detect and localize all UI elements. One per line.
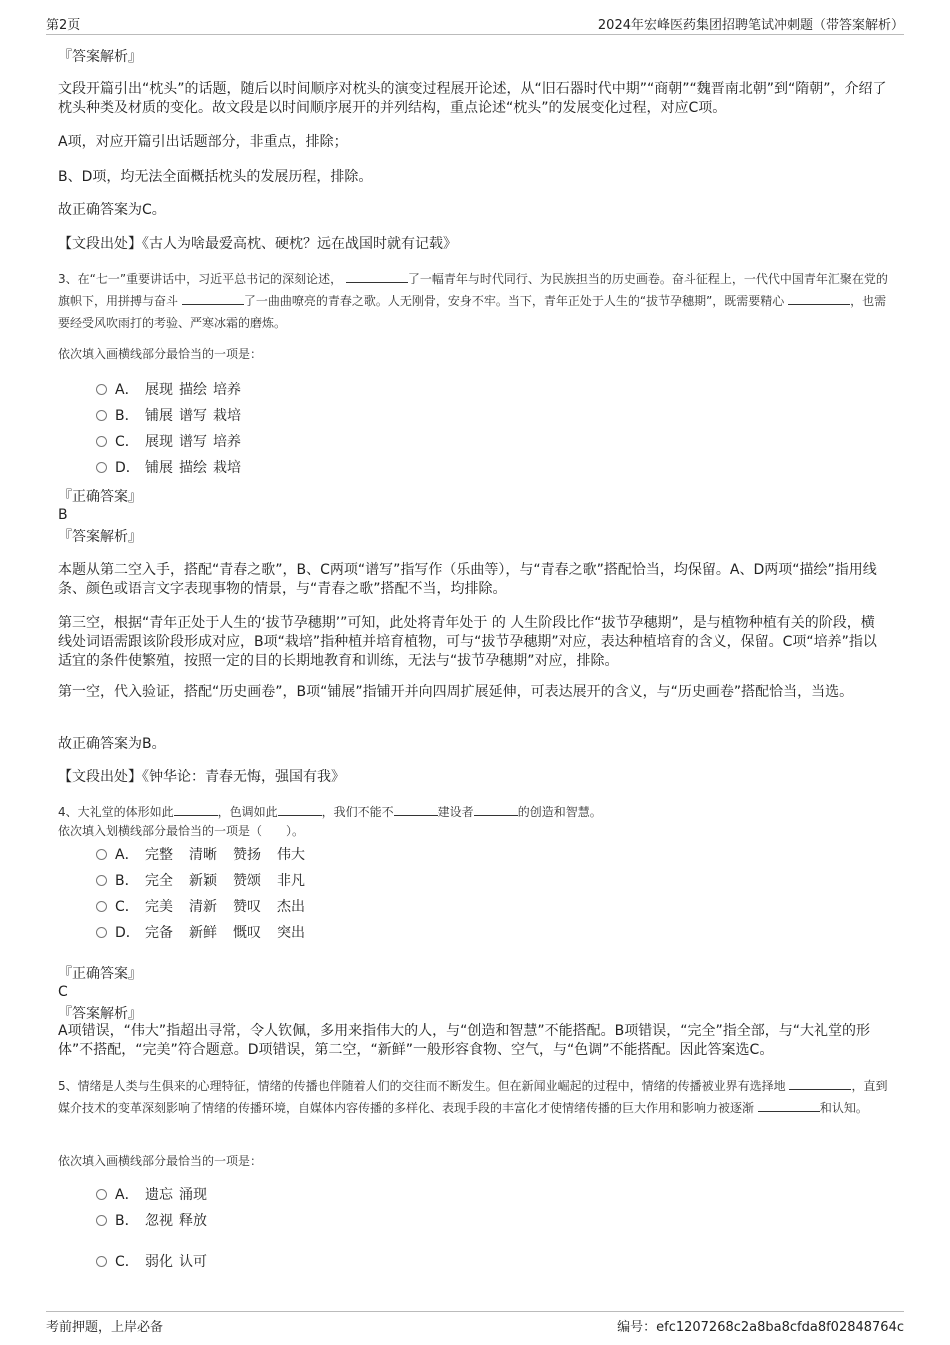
- q5-blank-1: [789, 1077, 851, 1090]
- radio-icon[interactable]: [96, 901, 107, 912]
- q4-blank-1: [174, 803, 218, 816]
- radio-icon[interactable]: [96, 1256, 107, 1267]
- q2-analysis-para-4: 故正确答案为C。: [58, 202, 166, 218]
- q3-option-c[interactable]: C． 展现 谱写 培养: [96, 432, 247, 452]
- q3-answer-label: 『正确答案』: [58, 489, 142, 505]
- q5-option-c[interactable]: C． 弱化 认可: [96, 1252, 213, 1272]
- q3-analysis-para-4: 故正确答案为B。: [58, 736, 166, 752]
- q4-analysis-label: 『答案解析』: [58, 1006, 142, 1022]
- q2-source: 【文段出处】《古人为啥最爱高枕、硬枕？远在战国时就有记载》: [58, 236, 457, 252]
- q4-stem: 4、大礼堂的体形如此 ，色调如此 ，我们不能不 建设者 的创造和智慧。: [58, 805, 602, 819]
- q3-blank-1: [346, 270, 408, 283]
- q3-answer: B: [58, 507, 68, 523]
- q5-blank-2: [758, 1099, 820, 1112]
- q3-blank-3: [788, 292, 850, 305]
- q5-prompt: 依次填入画横线部分最恰当的一项是：: [58, 1154, 263, 1168]
- radio-icon[interactable]: [96, 1215, 107, 1226]
- radio-icon[interactable]: [96, 875, 107, 886]
- q3-blank-2: [182, 292, 244, 305]
- q2-analysis-para-2: A项，对应开篇引出话题部分，非重点，排除；: [58, 134, 348, 150]
- q3-option-d[interactable]: D． 铺展 描绘 栽培: [96, 458, 247, 478]
- q3-source: 【文段出处】《钟华论：青春无悔，强国有我》: [58, 769, 345, 785]
- q4-option-d[interactable]: D． 完备 新鲜 慨叹 突出: [96, 923, 321, 943]
- q2-analysis-label: 『答案解析』: [58, 49, 142, 65]
- document-code: 编号：efc1207268c2a8ba8cfda8f02848764c: [617, 1320, 904, 1335]
- q5-option-b[interactable]: B． 忽视 释放: [96, 1211, 213, 1231]
- q3-analysis-para-1: 本题从第二空入手，搭配“青春之歌”，B、C两项“谱写”指写作（乐曲等），与“青春之歌”搭配恰当，均保留。A、D两项“描绘”指用线条、颜色或语言文字表现事物的情景，与“青春之歌”搭配不当，均排除。: [58, 562, 877, 597]
- q4-option-b[interactable]: B． 完全 新颖 赞颂 非凡: [96, 871, 321, 891]
- q3-analysis-para-3: 第一空，代入验证，搭配“历史画卷”，B项“铺展”指铺开并向四周扩展延伸，可表达展开的含义，与“历史画卷”搭配恰当，当选。: [58, 684, 854, 700]
- q4-analysis: A项错误，“伟大”指超出寻常，令人钦佩，多用来指伟大的人，与“创造和智慧”不能搭配。B项错误，“完全”指全部，与“大礼堂的形体”不搭配，“完美”符合题意。D项错误，第二空，“新鲜”一般形容食物、空气，与“色调”不能搭配。因此答案选C。: [58, 1023, 870, 1058]
- radio-icon[interactable]: [96, 462, 107, 473]
- page-number: 第2页: [46, 18, 81, 33]
- radio-icon[interactable]: [96, 384, 107, 395]
- q4-blank-2: [278, 803, 322, 816]
- radio-icon[interactable]: [96, 436, 107, 447]
- radio-icon[interactable]: [96, 849, 107, 860]
- page-footer: [46, 1311, 904, 1336]
- radio-icon[interactable]: [96, 927, 107, 938]
- q3-option-b[interactable]: B． 铺展 谱写 栽培: [96, 406, 247, 426]
- radio-icon[interactable]: [96, 1189, 107, 1200]
- q4-answer-label: 『正确答案』: [58, 966, 142, 982]
- q3-analysis-para-2: 第三空，根据“青年正处于人生的‘拔节孕穗期’”可知，此处将青年处于 的 人生阶段比作“拔节孕穗期”，是与植物种植有关的阶段，横线处词语需跟该阶段形成对应，B项“栽培”指种植并培育植物，可与“拔节孕穗期”对应，表达种植培育的含义，保留。C项“培养”指以适宜的条件使繁殖，按照一定的目的长期地教育和训练，无法与“拔节孕穗期”对应，排除。: [58, 615, 877, 669]
- radio-icon[interactable]: [96, 410, 107, 421]
- q5-option-a[interactable]: A． 遗忘 涌现: [96, 1185, 213, 1205]
- q3-prompt: 依次填入画横线部分最恰当的一项是：: [58, 347, 263, 361]
- q3-option-a[interactable]: A． 展现 描绘 培养: [96, 380, 247, 400]
- q3-stem: 3、在“七一”重要讲话中，习近平总书记的深刻论述， 了一幅青年与时代同行、为民族担当的历史画卷。奋斗征程上，一代代中国青年汇聚在党的旗帜下，用拼搏与奋斗 了一曲曲嘹亮的青春之歌。人无刚骨，安身不牢。当下，青年正处于人生的“拔节孕穗期”，既需要精心 ，也需要经受风吹雨打的考验、严寒冰霜的磨炼。: [58, 272, 888, 330]
- q5-stem: 5、情绪是人类与生俱来的心理特征，情绪的传播也伴随着人们的交往而不断发生。但在新闻业崛起的过程中，情绪的传播被业界有选择地 ，直到媒介技术的变革深刻影响了情绪的传播环境，自媒体内容传播的多样化、表现手段的丰富化才使情绪传播的巨大作用和影响力被逐渐 和认知。: [58, 1079, 888, 1115]
- q4-blank-3: [394, 803, 438, 816]
- q4-answer: C: [58, 984, 68, 1000]
- q2-analysis-para-3: B、D项，均无法全面概括枕头的发展历程，排除。: [58, 169, 373, 185]
- q4-option-a[interactable]: A． 完整 清晰 赞扬 伟大: [96, 845, 321, 865]
- footer-slogan: 考前押题，上岸必备: [46, 1320, 164, 1335]
- q4-blank-4: [474, 803, 518, 816]
- page-header: [46, 12, 904, 35]
- q4-option-c[interactable]: C． 完美 清新 赞叹 杰出: [96, 897, 321, 917]
- q2-analysis-para-1: 文段开篇引出“枕头”的话题，随后以时间顺序对枕头的演变过程展开论述，从“旧石器时代中期”“商朝”“魏晋南北朝”到“隋朝”，介绍了枕头种类及材质的变化。故文段是以时间顺序展开的并列结构，重点论述“枕头”的发展变化过程，对应C项。: [58, 81, 887, 116]
- document-title: 2024年宏峰医药集团招聘笔试冲刺题（带答案解析）: [597, 18, 904, 33]
- q3-analysis-label: 『答案解析』: [58, 529, 142, 545]
- q4-prompt: 依次填入划横线部分最恰当的一项是（ ）。: [58, 824, 305, 838]
